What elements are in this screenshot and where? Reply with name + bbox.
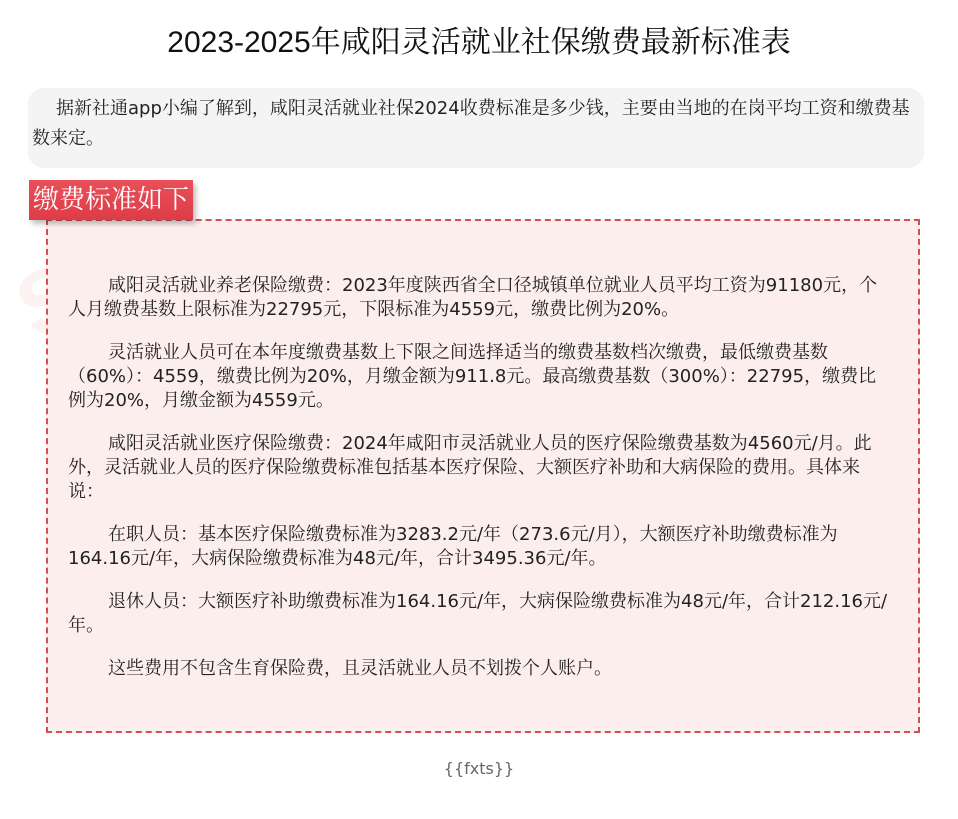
paragraph-pension: 咸阳灵活就业养老保险缴费：2023年度陕西省全口径城镇单位就业人员平均工资为91180元，个人月缴费基数上限标准为22795元，下限标准为4559元，缴费比例为20%。 [68,275,878,320]
paragraph-employed: 在职人员：基本医疗保险缴费标准为3283.2元/年（273.6元/月），大额医疗补助缴费标准为164.16元/年，大病保险缴费标准为48元/年，合计3495.36元/年。 [68,524,838,569]
paragraph-retired: 退休人员：大额医疗补助缴费标准为164.16元/年，大病保险缴费标准为48元/年，合计212.16元/年。 [68,591,888,636]
paragraph-base-choice: 灵活就业人员可在本年度缴费基数上下限之间选择适当的缴费基数档次缴费，最低缴费基数（60%）：4559，缴费比例为20%，月缴金额为911.8元。最高缴费基数（300%）：22795，缴费比例为20%，月缴金额为4559元。 [68,342,877,411]
page-title: 2023-2025年咸阳灵活就业社保缴费最新标准表 [167,26,791,59]
footer-placeholder: {{fxts}} [443,759,515,778]
paragraph-medical: 咸阳灵活就业医疗保险缴费：2024年咸阳市灵活就业人员的医疗保险缴费基数为4560元/月。此外，灵活就业人员的医疗保险缴费标准包括基本医疗保险、大额医疗补助和大病保险的费用。具体来说： [68,433,872,502]
section-label: 缴费标准如下 [29,180,193,220]
intro-text: 据新社通app小编了解到，咸阳灵活就业社保2024收费标准是多少钱，主要由当地的在岗平均工资和缴费基数来定。 [28,88,924,168]
standard-box [46,219,920,733]
paragraph-notes: 这些费用不包含生育保险费，且灵活就业人员不划拨个人账户。 [108,658,612,679]
